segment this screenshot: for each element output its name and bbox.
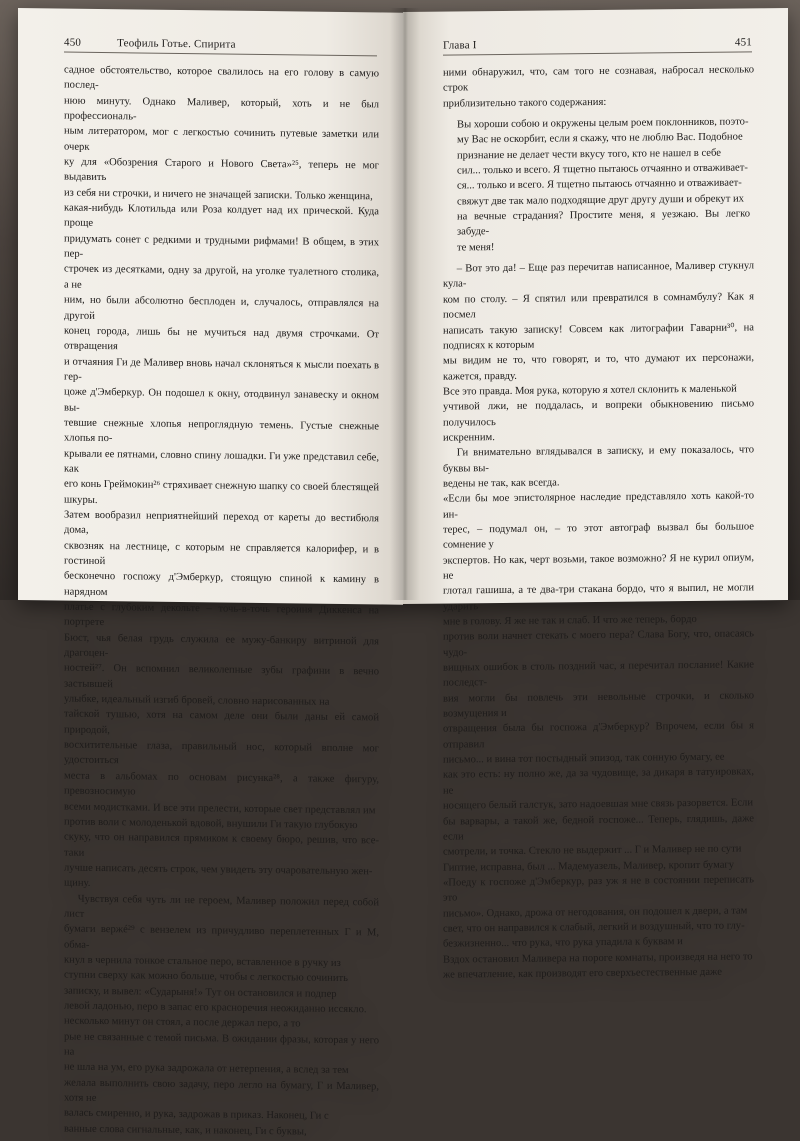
text-line: ку для «Обозрения Старого и Нового Света»²⁵, теперь не мог выдавить	[64, 156, 379, 184]
text-line: тевшие снежные хлопья непроглядную темень. Густые снежные хлопья по-	[64, 417, 379, 445]
text-line: терес, – подумал он, – то этот автограф вызвал бы большое сомнение у	[443, 521, 754, 551]
right-page-header	[443, 36, 752, 55]
text-line: крывали ее пятнами, словно спину лошадки. Ги уже представил себе, как	[64, 448, 379, 475]
text-line: экспертов. Но как, черт возьми, такое возможно? Я не курил опиум, не	[443, 552, 754, 582]
text-line: ванные слова сигнальные, как, и наконец, Ги с буквы,	[64, 1123, 307, 1138]
text-line: строчек из десятками, одну за другой, на уголке туалетного столика, а не	[64, 264, 379, 291]
text-line: Чувствуя себя чуть ли не героем, Маливер положил перед собой лист	[64, 893, 379, 920]
text-line: из себя ни строчки, и ничего не значащей записки. Только женщина,	[64, 187, 373, 203]
text-line: какая-нибудь Клотильда или Роза колдует над их прической. Куда проще	[64, 202, 379, 230]
text-line: против воли начнет стекать с моего пера? Слава Богу, что, опасаясь чудо-	[443, 628, 754, 659]
text-line: скуку, что он направился прямиком к своему бюро, решив, что все-таки	[64, 831, 379, 859]
text-line: Вздох остановил Маливера на пороге комнаты, произведя на него то	[443, 950, 753, 966]
text-line: Бюст, чья белая грудь служила ее мужу-банкиру витриной для драгоцен-	[64, 632, 379, 660]
text-line: тайской тушью, хотя на самом деле они были даны ей самой природой,	[64, 708, 379, 736]
text-line: бесконечно госпожу д'Эмберкур, стоящую спиной к камину в нарядном	[64, 570, 379, 598]
text-line: смотрели, и точка. Стекло не выдержит ... Г и Маливер не по сути	[443, 843, 742, 858]
text-line: кнул в чернила тонкое стальное перо, вставленное в ручку из	[64, 954, 341, 969]
right-page-number: 451	[734, 36, 752, 49]
left-page-number: 450	[64, 36, 82, 49]
right-intro-paragraph	[443, 62, 754, 111]
text-line: Гиптие, исправна, был ... Мадемуазель, Маливер, кропит бумагу	[443, 859, 735, 874]
text-line: «Поеду к госпоже д'Эмберкур, раз уж я не в состоянии переписать это	[443, 874, 754, 904]
text-line: му Вас не оскорбит, если я скажу, что не люблю Вас. Подобное	[457, 131, 743, 146]
text-line: садное обстоятельство, которое свалилось на его голову в самую послед-	[64, 64, 379, 92]
text-line: его конь Греймокин²⁶ стряхивает снежную шапку со своей блестящей шкуры.	[64, 478, 380, 506]
text-line: Вы хороши собою и окружены целым роем поклонников, поэто-	[457, 116, 749, 131]
text-line: свяжут две так мало подходящие друг другу души и обрекут их	[457, 193, 744, 208]
text-line: бы варвары, а такой же, бедной госпоже... Теперь, глядишь, даже если	[443, 812, 754, 843]
text-line: ним, но были абсолютно бесплоден и, случалось, отправлялся на другой	[64, 294, 379, 322]
text-line: признание не делает чести вкусу того, кто не нашел в себе	[457, 147, 721, 162]
text-line: щину.	[64, 877, 91, 890]
text-line: ком по столу. – Я спятил или превратился в сомнамбулу? Как я посмел	[443, 291, 754, 321]
right-page	[403, 8, 788, 981]
text-line: бумаги вержé²⁹ с вензелем из причудливо переплетенных Г и М, обма-	[64, 923, 379, 951]
text-line: рые не связанные с темой письма. В ожидании фразы, которая у него на	[64, 1031, 379, 1058]
open-book	[18, 8, 788, 1138]
text-line: улыбке, идеальный изгиб бровей, словно нарисованных на	[64, 693, 330, 708]
left-running-title: Теофиль Готье. Спирита	[117, 37, 236, 51]
text-line: на вечные страдания? Простите меня, я уезжаю. Вы легко забуде-	[457, 208, 750, 238]
text-line: платье с глубоким декольте – точь-в-точь героиня Диккенса на портрете	[64, 601, 379, 629]
text-line: мне в голову. Я же не так и слаб. И что же теперь, бордо	[443, 613, 697, 628]
text-line: лучше написать десять строк, чем увидеть эту очаровательную жен-	[64, 862, 373, 878]
text-line: искренним.	[443, 431, 495, 444]
text-line: как это есть: ну полно же, да за чудовище, за дикаря в татуировках, не	[443, 766, 754, 797]
text-line: ся... только и всего. Я тщетно пытаюсь отчаянно и отваживает-	[457, 177, 742, 192]
text-line: вищных ошибок в столь поздний час, я перечитал послание! Какие последст-	[443, 659, 754, 690]
right-running-title: Глава I	[443, 39, 477, 52]
text-line: ным литератором, мог с легкостью сочинить путевые заметки или очерк	[64, 125, 379, 153]
text-line: же впечатление, как производят его сверхъестественные даже	[443, 966, 722, 981]
left-page-header	[64, 37, 377, 57]
text-line: не шла на ум, его рука задрожала от нетерпения, а вслед за тем	[64, 1061, 349, 1077]
left-page-text	[64, 63, 379, 1141]
text-line: те меня!	[457, 241, 495, 254]
text-line: глотал гашиша, а те два-три стакана бордо, что я выпил, не могли ударить	[443, 582, 754, 613]
text-line: свет, что он направился к слабый, легкий и воздушный, что то глу-	[443, 920, 745, 935]
text-line: Все это правда. Моя рука, которую я хотел склонить к маленькой	[443, 383, 737, 398]
text-line: цоже д'Эмберкур. Он подошел к окну, отодвинул занавеску и окном вы-	[64, 386, 379, 414]
quoted-letter	[443, 114, 754, 255]
text-line: письмо... и вина тот постыдный эпизод, так сонную бумагу, ее	[443, 751, 725, 766]
text-line: придумать сонет с редкими и трудными рифмами! В общем, в этих пер-	[64, 233, 379, 260]
text-line: сил... только и всего. Я тщетно пытаюсь отчаянно и отваживает-	[457, 162, 748, 177]
text-line: учтивой лжи, не поддалась, и вопреки обыкновению письмо получилось	[443, 398, 754, 429]
text-line: записку, и вывел: «Сударыня!» Тут он остановился и подпер	[64, 985, 337, 1000]
text-line: Затем вообразил неприятнейший переход от кареты до вестибюля дома,	[64, 509, 379, 537]
text-line: отвращения была бы госпожа д'Эмберкур? Впрочем, если бы я отправил	[443, 720, 754, 751]
left-paragraph-1	[64, 63, 379, 895]
text-line: нюю минуту. Однако Маливер, который, хоть и не был профессиональ-	[64, 95, 379, 123]
text-line: всеми модистками. И все эти прелести, которые свет представлял им	[64, 801, 376, 816]
text-line: – Вот это да! – Еще раз перечитав написанное, Маливер стукнул кула-	[443, 260, 754, 291]
text-line: мы видим не то, что говорят, и то, что думают их персонажи, кажется, правду.	[443, 352, 754, 383]
text-line: конец города, лишь бы не мучиться над двумя строчками. От отвращения	[64, 325, 379, 353]
text-line: сквозняк на лестнице, с которым не справляется калорифер, и в гостиной	[64, 540, 379, 568]
right-page-text	[443, 62, 754, 983]
text-line: Ги внимательно вглядывался в записку, и ему показалось, что буквы вы-	[443, 444, 754, 475]
text-line: ведены не так, как всегда.	[443, 477, 560, 490]
text-line: желала выполнить свою задачу, перо легло на бумагу, Г и Маливер, хотя не	[64, 1077, 379, 1104]
text-line: письмо». Однако, дрожа от негодования, он подошел к двери, а там	[443, 904, 748, 920]
text-line: восхитительные глаза, правильный нос, который вполне мог удостоиться	[64, 739, 379, 767]
text-line: безжизненно... что рука, что рука упадила к буквам и	[443, 936, 683, 950]
text-line: ступни сверху как можно больше, чтобы с легкостью сочинить	[64, 969, 348, 985]
right-paragraph-1	[443, 258, 754, 445]
text-line: «Если бы мое эпистолярное наследие представляло хоть какой-то ин-	[443, 490, 754, 521]
text-line: ностей²⁷. Он вспомнил великолепные зубы графини в вечно застывшей	[64, 662, 379, 690]
text-line: вия могли бы повлечь эти невольные строчки, и сколько возмущения и	[443, 690, 754, 720]
text-line: и отчаяния Ги де Маливер вновь начал склоняться к мысли поехать в гер-	[64, 356, 379, 383]
text-line: несколько минут он стоял, а после держал перо, а то	[64, 1015, 301, 1030]
text-line: против воли с молоденькой вдовой, внушили Ги такую глубокую	[64, 816, 358, 831]
left-paragraph-2	[64, 891, 379, 1140]
text-line: приблизительно такого содержания:	[443, 96, 607, 110]
text-line: ними обнаружил, что, сам того не сознавая, набросал несколько строк	[443, 64, 754, 94]
text-line: валась смиренно, и рука, задрожав в приказ. Наконец, Ги с	[64, 1107, 329, 1123]
text-line: носящего белый галстук, зато надоевшая мне связь разорвется. Если	[443, 797, 753, 812]
right-paragraph-2	[443, 443, 754, 983]
text-line: написать такую записку! Совсем как литографии Гаварни³⁰, на подписях к которым	[443, 321, 754, 352]
text-line: места в альбомах по основам рисунка²⁸, а также фигуру, превозносимую	[64, 770, 379, 798]
left-page	[18, 8, 403, 1138]
text-line: левой ладонью, перо в запас его красноречия неожиданно иссякло.	[64, 1000, 367, 1016]
